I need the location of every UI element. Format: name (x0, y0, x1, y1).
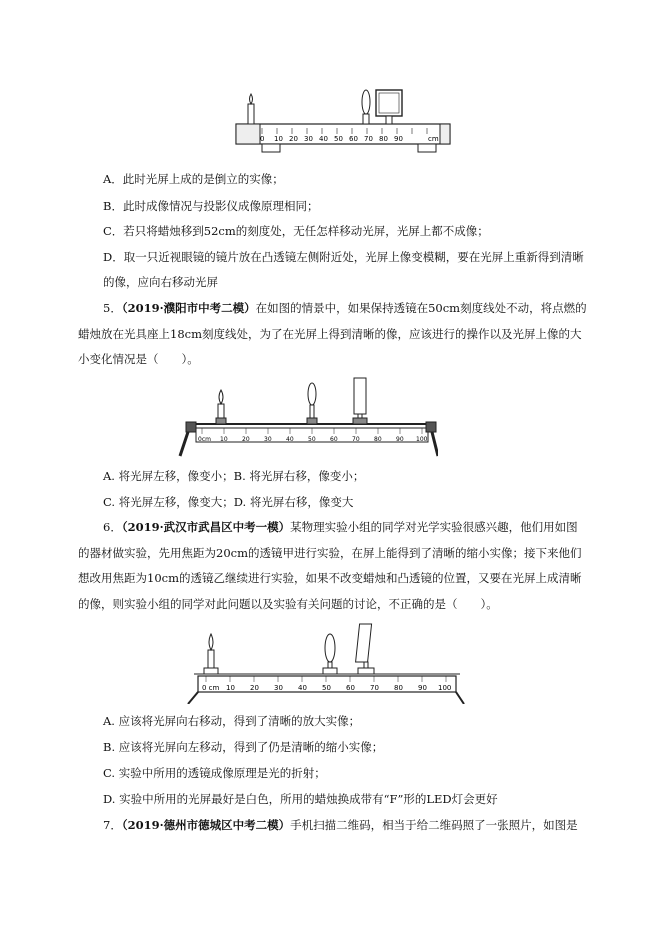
fig3-tick: 10 (226, 684, 235, 692)
fig2-tick: 60 (330, 436, 338, 443)
fig1-tick: 80 (379, 135, 388, 143)
fig2-tick: 100 (416, 436, 428, 443)
fig3-tick: 40 (298, 684, 307, 692)
figure-optical-bench-1 (232, 88, 456, 158)
q6-stem-line3: 想改用焦距为10cm的透镜乙继续进行实验，如果不改变蜡烛和凸透镜的位置，又要在光屏上成清晰 (78, 571, 582, 585)
fig1-tick: 40 (319, 135, 328, 143)
fig3-tick: 90 (418, 684, 427, 692)
q7-stem (103, 818, 578, 832)
fig1-tick: 20 (289, 135, 298, 143)
q4-option-d: D．取一只近视眼镜的镜片放在凸透镜左侧附近处，光屏上像变模糊，要在光屏上重新得到清晰 (103, 250, 584, 264)
fig2-tick: 0cm (198, 436, 211, 443)
q5-stem (103, 301, 587, 315)
q4-option-a: A．此时光屏上成的是倒立的实像； (103, 172, 284, 186)
q5-number: 5． (103, 301, 122, 315)
q6-option-a: A. 应该将光屏向右移动，得到了清晰的放大实像； (103, 714, 361, 728)
fig1-tick: 0 (260, 135, 265, 143)
q6-number: 6． (103, 520, 122, 534)
figure-optical-bench-3 (184, 620, 466, 704)
fig3-tick: 0 cm (202, 684, 220, 692)
q6-stem-line2: 的器材做实验，先用焦距为20cm的透镜甲进行实验，在屏上能得到了清晰的缩小实像；接下来他们 (78, 546, 582, 560)
q6-option-d: D. 实验中所用的光屏最好是白色，所用的蜡烛换成带有“F”形的LED灯会更好 (103, 792, 498, 806)
fig2-tick: 20 (242, 436, 250, 443)
q4-option-c: C．若只将蜡烛移到52cm的刻度处，无任怎样移动光屏，光屏上都不成像； (103, 224, 489, 238)
fig1-tick: 30 (304, 135, 313, 143)
q7-source: （2019·德州市德城区中考二模） (121, 818, 291, 832)
q7-stem-text: 手机扫描二维码，相当于给二维码照了一张照片，如图是 (290, 818, 578, 832)
q5-options-line2: C. 将光屏左移，像变大；D. 将光屏右移，像变大 (103, 495, 354, 509)
q7-number: 7． (103, 818, 122, 832)
fig2-tick: 70 (352, 436, 360, 443)
q4-option-b: B．此时成像情况与投影仪成像原理相同； (103, 199, 319, 213)
fig1-tick: 10 (274, 135, 283, 143)
q6-stem (103, 520, 578, 534)
fig2-tick: 10 (220, 436, 228, 443)
fig3-tick: 80 (394, 684, 403, 692)
q5-source: （2019·濮阳市中考二模） (121, 301, 256, 315)
q5-stem-line2: 蜡烛放在光具座上18cm刻度线处，为了在光屏上得到清晰的像，应该进行的操作以及光屏上像的大 (78, 327, 582, 341)
fig2-tick: 40 (286, 436, 294, 443)
q4-option-d-cont: 的像，应向右移动光屏 (103, 275, 218, 289)
q5-stem-text: 在如图的情景中，如果保持透镜在50cm刻度线处不动，将点燃的 (255, 301, 587, 315)
fig3-tick: 30 (274, 684, 283, 692)
fig1-tick: cm (428, 135, 439, 143)
fig1-tick: 70 (364, 135, 373, 143)
fig2-tick: 50 (308, 436, 316, 443)
fig3-tick: 70 (370, 684, 379, 692)
fig3-tick: 100 (438, 684, 452, 692)
fig3-tick: 50 (322, 684, 331, 692)
fig3-tick: 20 (250, 684, 259, 692)
fig1-tick: 50 (334, 135, 343, 143)
fig2-tick: 90 (396, 436, 404, 443)
fig1-tick: 60 (349, 135, 358, 143)
figure-optical-bench-2 (174, 376, 438, 458)
q6-stem-line4: 的像，则实验小组的同学对此问题以及实验有关问题的讨论，不正确的是（ ）。 (78, 597, 498, 611)
fig2-tick: 30 (264, 436, 272, 443)
q6-stem-text: 某物理实验小组的同学对光学实验很感兴趣，他们用如图 (290, 520, 578, 534)
q6-option-b: B. 应该将光屏向左移动，得到了仍是清晰的缩小实像； (103, 740, 384, 754)
fig1-tick: 90 (394, 135, 403, 143)
q5-stem-line3: 小变化情况是（ ）。 (78, 352, 199, 366)
q6-option-c: C. 实验中所用的透镜成像原理是光的折射； (103, 766, 326, 780)
q5-options-line1: A. 将光屏左移，像变小；B. 将光屏右移，像变小； (103, 469, 365, 483)
fig2-tick: 80 (374, 436, 382, 443)
fig3-tick: 60 (346, 684, 355, 692)
q6-source: （2019·武汉市武昌区中考一模） (121, 520, 291, 534)
